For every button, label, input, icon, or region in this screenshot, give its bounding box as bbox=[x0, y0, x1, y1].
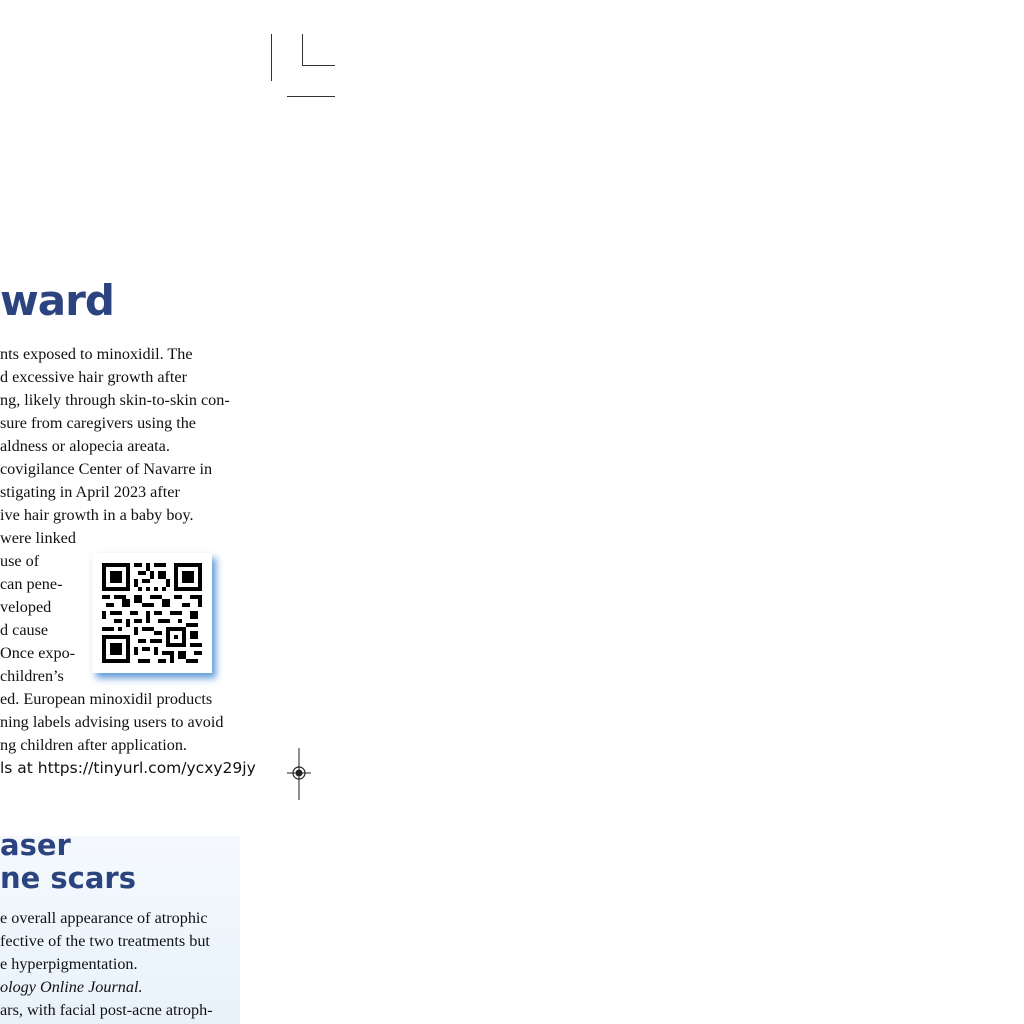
crop-mark bbox=[287, 96, 335, 97]
body-line: sure from caregivers using the bbox=[0, 414, 196, 432]
body-line: aldness or alopecia areata. bbox=[0, 437, 170, 455]
body-line: ars, with facial post-acne atroph- bbox=[0, 1001, 213, 1019]
body-line: children’s bbox=[0, 667, 64, 685]
article-heading: ward bbox=[0, 276, 114, 325]
body-line: use of bbox=[0, 552, 40, 570]
qr-code[interactable] bbox=[92, 553, 212, 673]
body-line: d excessive hair growth after bbox=[0, 368, 187, 386]
crop-mark bbox=[271, 34, 272, 81]
crop-mark bbox=[302, 34, 303, 66]
heading-line: ne scars bbox=[0, 861, 136, 895]
body-line: ng, likely through skin-to-skin con- bbox=[0, 391, 230, 409]
crop-mark bbox=[302, 65, 335, 66]
body-line: were linked bbox=[0, 529, 76, 547]
qr-code-icon bbox=[102, 563, 202, 663]
body-line: veloped bbox=[0, 598, 52, 616]
heading-line: aser bbox=[0, 828, 71, 862]
body-line: covigilance Center of Navarre in bbox=[0, 460, 213, 478]
body-line: ng children after application. bbox=[0, 736, 187, 754]
article-url-line: ls at https://tinyurl.com/ycxy29jy bbox=[0, 759, 256, 777]
body-line: nts exposed to minoxidil. The bbox=[0, 345, 193, 363]
article-body bbox=[0, 907, 213, 1022]
body-line: fective of the two treatments but bbox=[0, 932, 210, 950]
registration-mark-icon bbox=[286, 748, 312, 800]
body-line: ive hair growth in a baby boy. bbox=[0, 506, 194, 524]
body-line: ology Online Journal. bbox=[0, 978, 143, 996]
body-line: e overall appearance of atrophic bbox=[0, 909, 208, 927]
body-line: can pene- bbox=[0, 575, 63, 593]
body-line: ed. European minoxidil products bbox=[0, 690, 213, 708]
body-line: d cause bbox=[0, 621, 49, 639]
body-line: Once expo- bbox=[0, 644, 76, 662]
body-line: stigating in April 2023 after bbox=[0, 483, 180, 501]
body-line: e hyperpigmentation. bbox=[0, 955, 138, 973]
body-line: ning labels advising users to avoid bbox=[0, 713, 224, 731]
article-heading bbox=[0, 829, 136, 895]
